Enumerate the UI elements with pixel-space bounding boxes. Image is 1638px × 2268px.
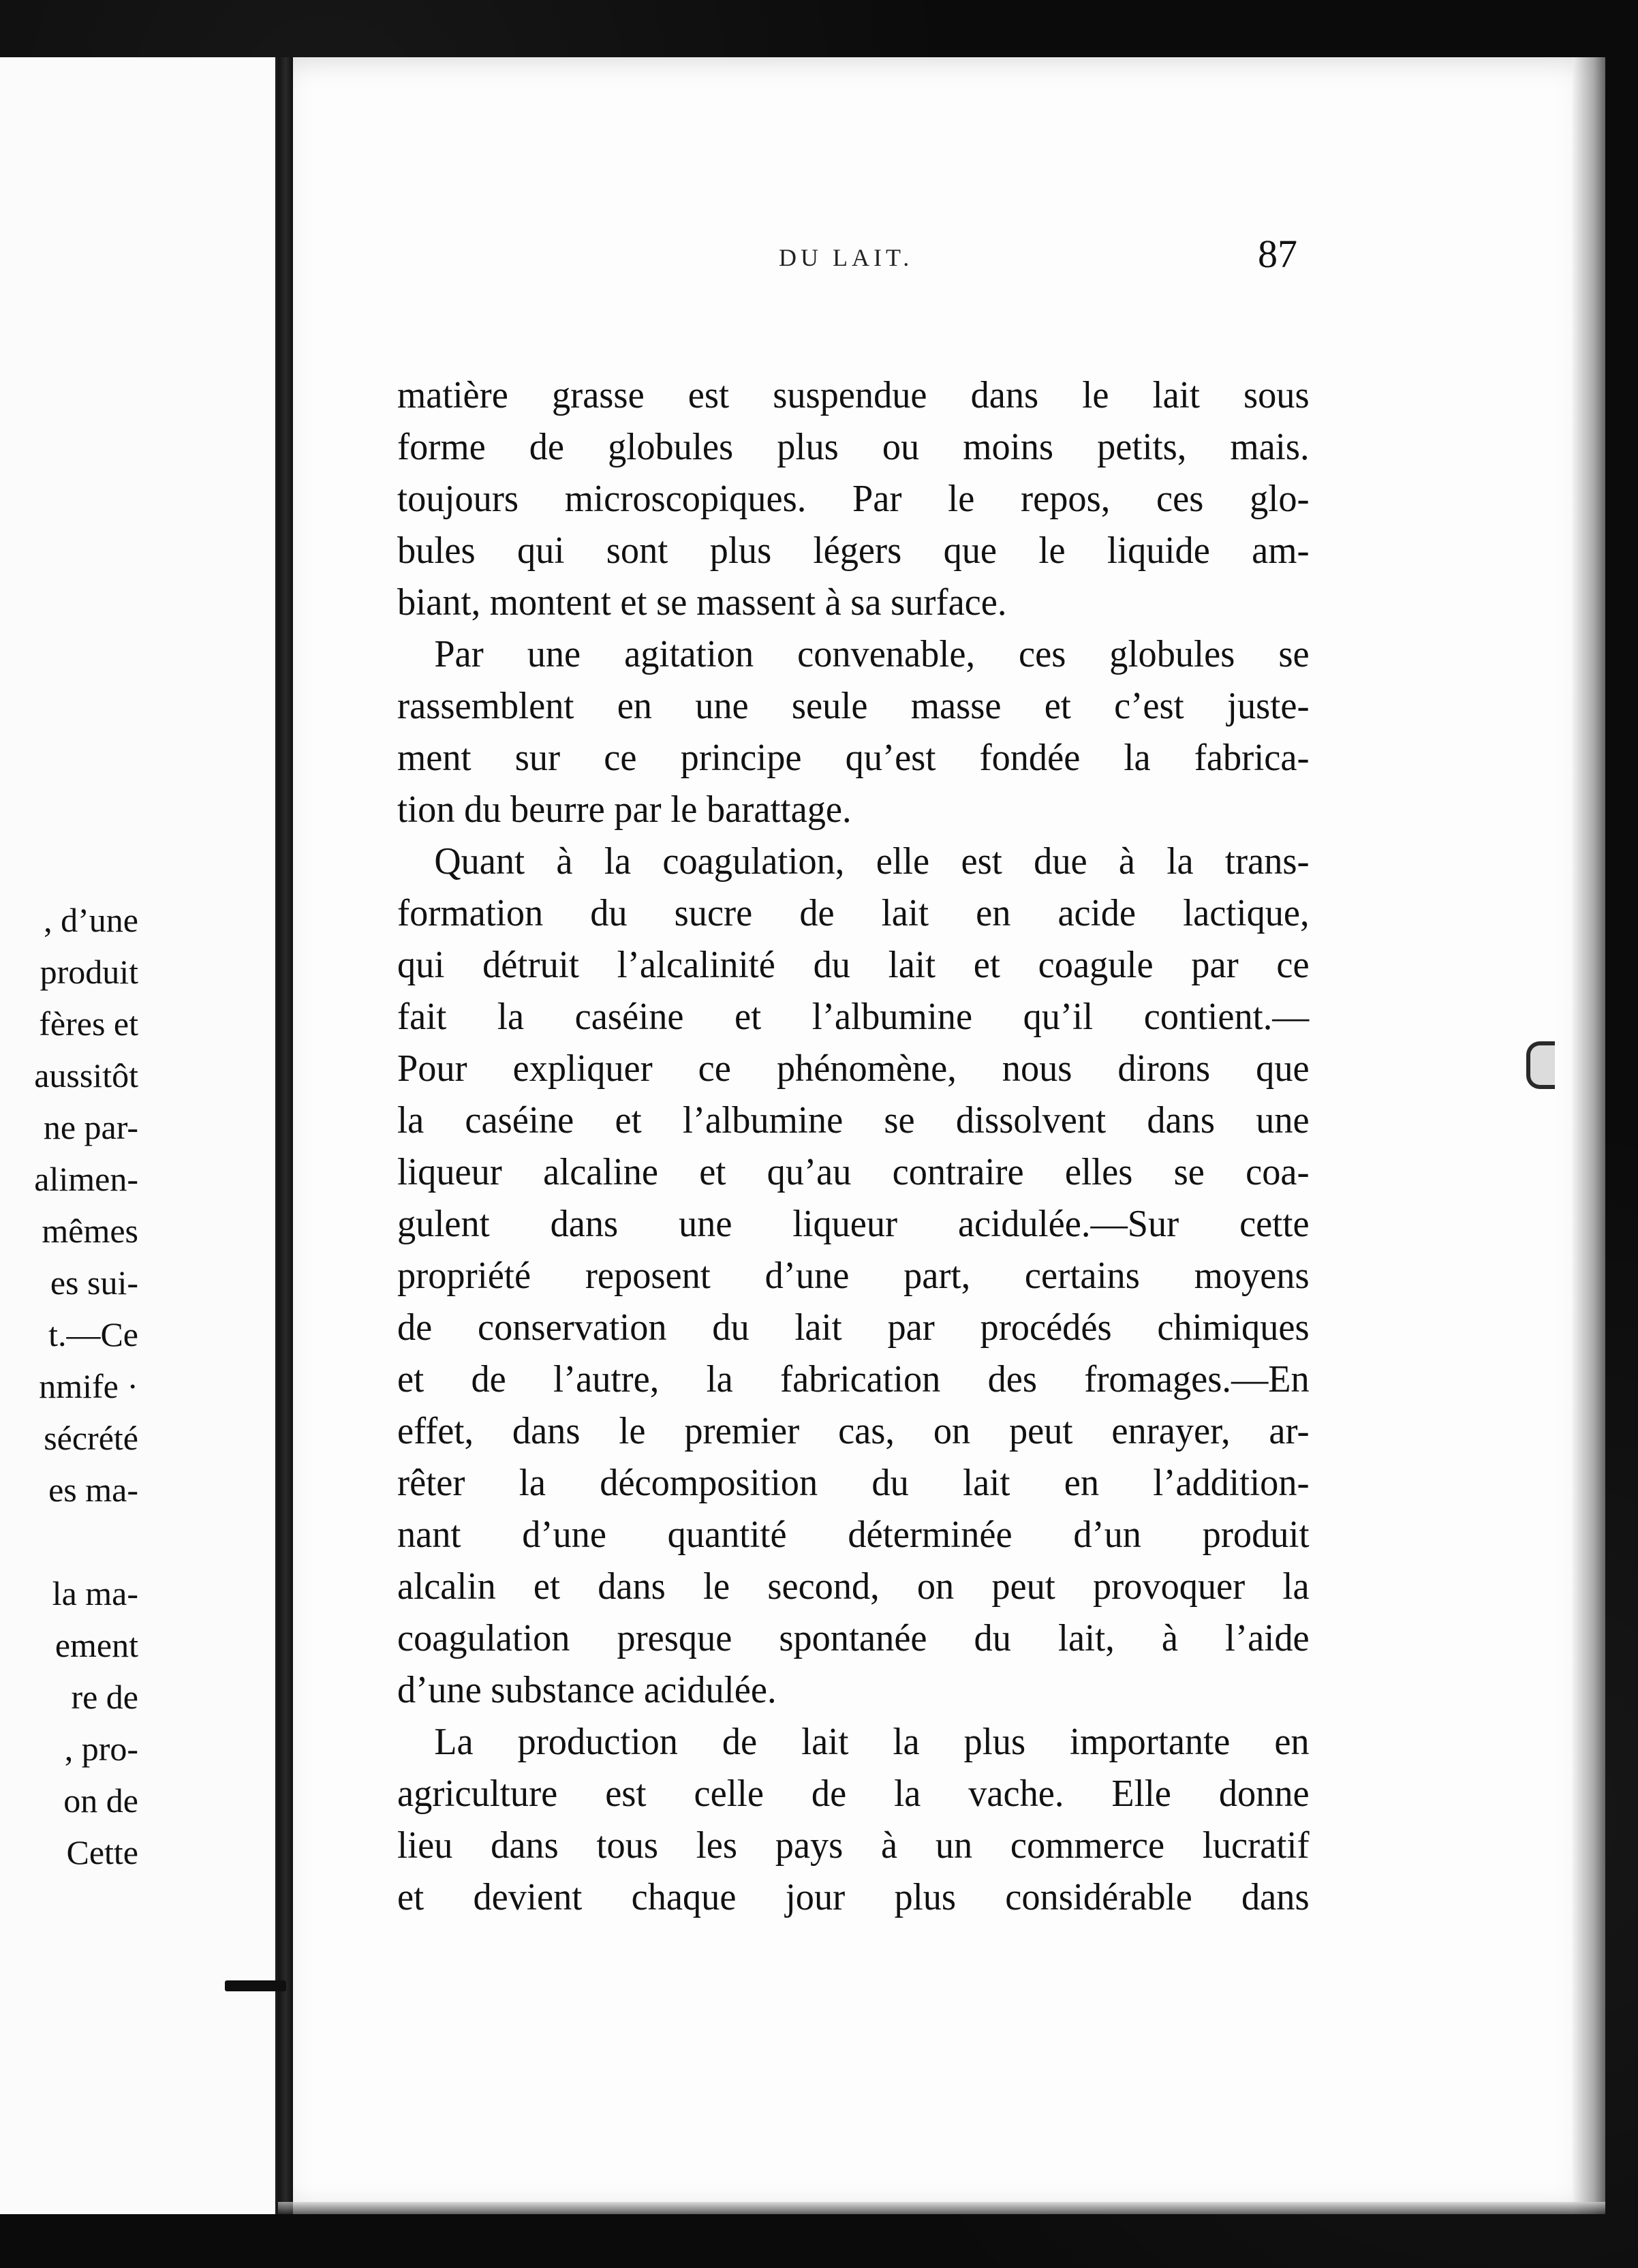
text-line: propriété reposent d’une part, certains moyens	[397, 1255, 1310, 1297]
page-bottom-edge	[278, 2202, 1605, 2214]
text-line: matière grasse est suspendue dans le lait sous	[397, 374, 1310, 416]
text-line: Quant à la coagulation, elle est due à la trans-	[434, 840, 1310, 883]
text-line: La production de lait la plus importante en	[434, 1721, 1310, 1763]
left-page-text	[0, 894, 138, 1878]
text-line: et devient chaque jour plus considérable dans	[397, 1876, 1310, 1918]
spine-mark	[225, 1980, 286, 1991]
spine-bar	[278, 57, 293, 2214]
text-line: agriculture est celle de la vache. Elle donne	[397, 1773, 1310, 1815]
left-page-line: sécrété	[44, 1419, 138, 1457]
text-line: coagulation presque spontanée du lait, à l’aide	[397, 1617, 1310, 1659]
left-page-line	[0, 1516, 138, 1567]
left-page-line: Cette	[66, 1833, 138, 1871]
left-page-line: es sui-	[50, 1263, 138, 1302]
text-line: d’une substance acidulée.	[397, 1669, 777, 1711]
text-line: alcalin et dans le second, on peut provoquer la	[397, 1565, 1310, 1608]
text-line: de conservation du lait par procédés chimiques	[397, 1306, 1310, 1349]
left-page-line: aussitôt	[34, 1056, 138, 1094]
left-page-line: nmife ·	[39, 1367, 138, 1405]
left-page-line: ne par-	[43, 1108, 138, 1146]
text-line: qui détruit l’alcalinité du lait et coagule par ce	[397, 944, 1310, 986]
page-edge-notch	[1526, 1041, 1555, 1089]
text-line: gulent dans une liqueur acidulée.—Sur cette	[397, 1203, 1310, 1245]
running-head: DU LAIT.	[779, 244, 914, 271]
left-page	[0, 57, 278, 2214]
text-line: effet, dans le premier cas, on peut enrayer, ar-	[397, 1410, 1310, 1452]
left-page-line: , pro-	[64, 1730, 138, 1768]
left-page-line: t.—Ce	[48, 1315, 138, 1353]
left-page-line: ement	[55, 1626, 138, 1664]
left-page-line: , d’une	[44, 901, 138, 939]
left-page-line: mêmes	[42, 1212, 138, 1250]
text-line: formation du sucre de lait en acide lactique,	[397, 892, 1310, 934]
text-line: bules qui sont plus légers que le liquide am-	[397, 530, 1310, 572]
text-line: rassemblent en une seule masse et c’est juste-	[397, 685, 1310, 727]
page-right-edge	[1573, 57, 1605, 2214]
body-text	[397, 369, 1338, 1964]
text-line: tion du beurre par le barattage.	[397, 788, 852, 831]
text-line: ment sur ce principe qu’est fondée la fabrica-	[397, 737, 1310, 779]
left-page-line: re de	[71, 1678, 138, 1716]
left-page-line: on de	[63, 1781, 138, 1820]
text-line: nant d’une quantité déterminée d’un produit	[397, 1514, 1310, 1556]
text-line: Par une agitation convenable, ces globules se	[434, 633, 1310, 675]
left-page-line: produit	[40, 953, 138, 991]
text-line: la caséine et l’albumine se dissolvent dans une	[397, 1099, 1310, 1141]
left-page-line: la ma-	[52, 1574, 138, 1612]
text-line: liqueur alcaline et qu’au contraire elles se coa-	[397, 1151, 1310, 1193]
text-line: et de l’autre, la fabrication des fromages.—En	[397, 1358, 1310, 1400]
text-line: fait la caséine et l’albumine qu’il contient.—	[397, 996, 1310, 1038]
text-line: biant, montent et se massent à sa surface.	[397, 581, 1007, 624]
page-number: 87	[1258, 232, 1297, 276]
left-page-line: alimen-	[34, 1160, 138, 1198]
main-page	[278, 57, 1605, 2214]
text-line: Pour expliquer ce phénomène, nous dirons que	[397, 1047, 1310, 1090]
text-line: toujours microscopiques. Par le repos, ces glo-	[397, 478, 1310, 520]
text-line: lieu dans tous les pays à un commerce lucratif	[397, 1824, 1310, 1867]
text-line: forme de globules plus ou moins petits, mais.	[397, 426, 1310, 468]
text-line: rêter la décomposition du lait en l’addition-	[397, 1462, 1310, 1504]
left-page-line: fères et	[39, 1005, 138, 1043]
left-page-line: es ma-	[48, 1471, 138, 1509]
